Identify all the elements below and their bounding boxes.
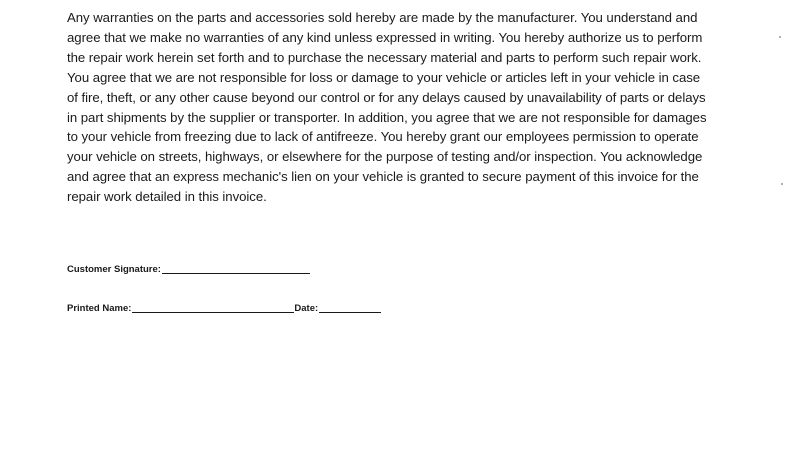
terms-paragraph	[67, 8, 727, 207]
printed-name-row	[67, 302, 381, 314]
terms-line: the repair work herein set forth and to purchase the necessary material and parts to perform such repair work.	[67, 49, 702, 65]
terms-line: You agree that we are not responsible for loss or damage to your vehicle or articles left in your vehicle in case	[67, 69, 701, 85]
scan-speck	[781, 183, 783, 185]
terms-line: in part shipments by the supplier or transporter. In addition, you agree that we are not responsible for damages	[67, 109, 707, 125]
terms-line: your vehicle on streets, highways, or elsewhere for the purpose of testing and/or inspection. You acknowledge	[67, 149, 703, 165]
terms-line: to your vehicle from freezing due to lack of antifreeze. You hereby grant our employees permission to operate	[67, 129, 699, 145]
printed-name-label: Printed Name:	[67, 303, 132, 314]
scan-speck	[779, 36, 781, 38]
terms-line: repair work detailed in this invoice.	[67, 189, 267, 205]
customer-signature-line[interactable]	[162, 263, 310, 274]
terms-line: and agree that an express mechanic's lien on your vehicle is granted to secure payment of this invoice for the	[67, 169, 699, 185]
date-label: Date:	[294, 303, 319, 314]
terms-line: Any warranties on the parts and accessories sold hereby are made by the manufacturer. You understand and	[67, 10, 698, 25]
date-line[interactable]	[319, 302, 381, 313]
printed-name-line[interactable]	[132, 302, 294, 313]
terms-line: of fire, theft, or any other cause beyond our control or for any delays caused by unavailability of parts or delays	[67, 89, 706, 105]
customer-signature-label: Customer Signature:	[67, 264, 161, 275]
customer-signature-row	[67, 263, 310, 275]
terms-line: agree that we make no warranties of any kind unless expressed in writing. You hereby authorize us to perform	[67, 29, 703, 45]
